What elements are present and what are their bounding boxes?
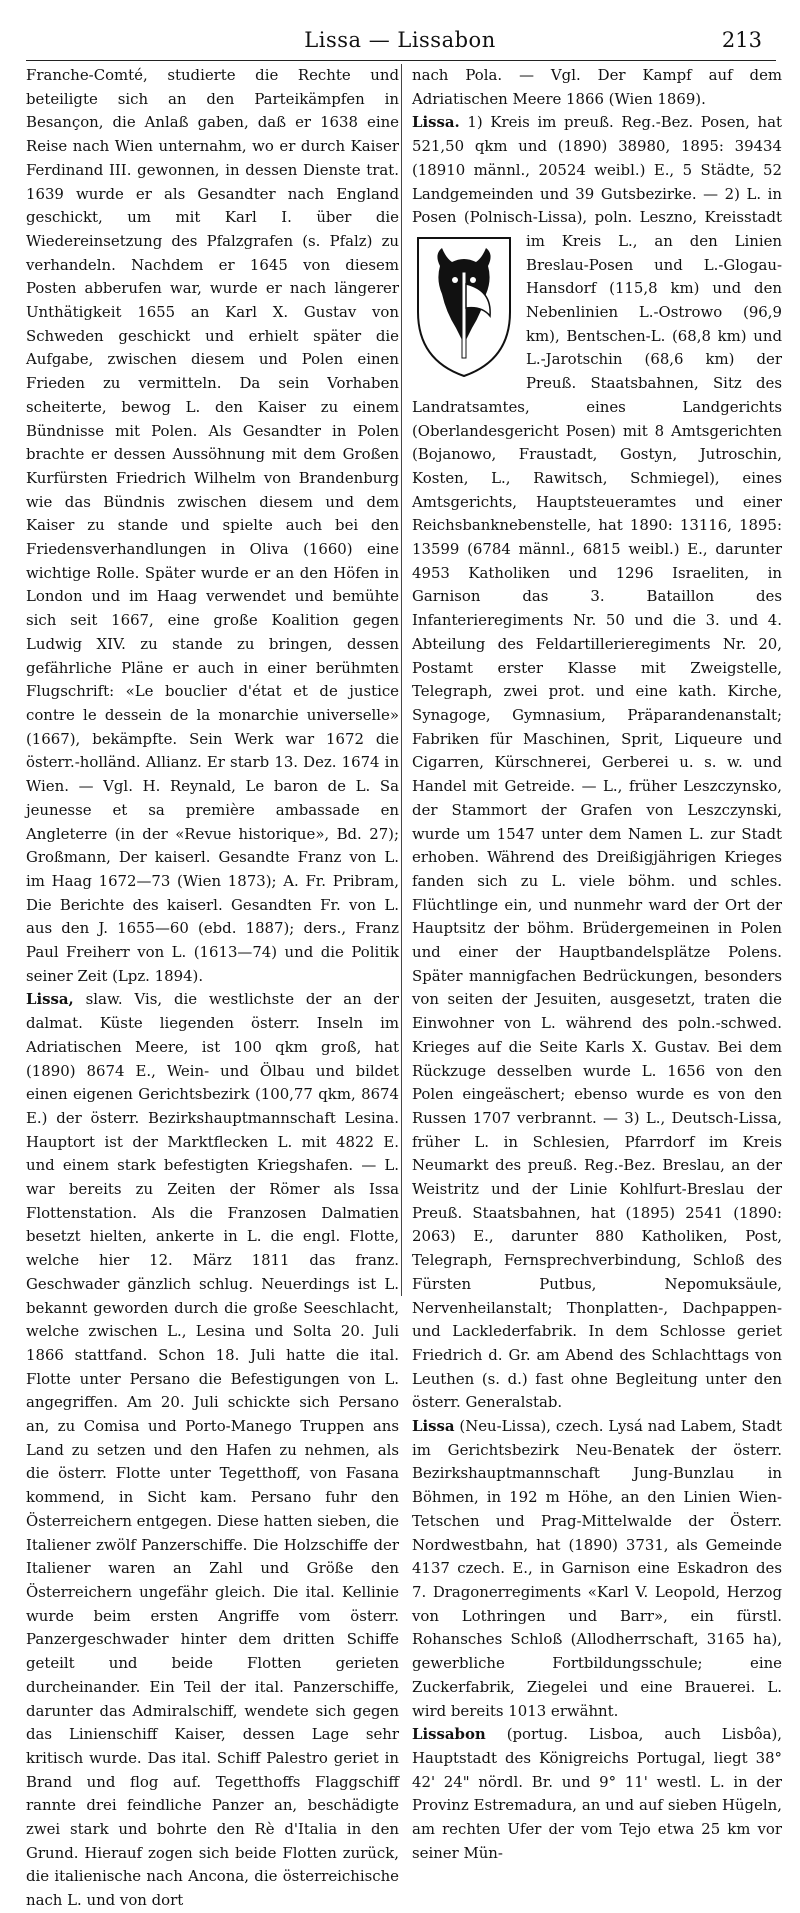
page-title: Lissa — Lissabon (304, 28, 496, 52)
lissa-bohemia-entry (412, 1415, 782, 1723)
lissa-island-entry (26, 988, 399, 1912)
page-number: 213 (721, 28, 762, 52)
lissa-posen-entry (412, 111, 782, 1415)
entry-text: 1) Kreis im preuß. Reg.-Bez. Posen, hat 521,50 qkm und (1890) 38980, 1895: 39434 (18910 männl., 20524 weibl.) E., 5 Städte, 52 Landgemeinden und 39 Gutsbezirke. — 2) L. in Posen (Polnisch-Lissa), poln. Leszno, Kreisstadt im Kreis L., (412, 113, 782, 250)
running-header (0, 28, 800, 60)
lisola-entry-continuation: Franche-Comté, studierte die Rechte und beteiligte sich an den Parteikämpfen in Besançon, die Anlaß gaben, daß er 1638 eine Reise nach Wien unternahm, wo er durch Kaiser Ferdinand III. gewonnen, in dessen Dienste trat. 1639 wurde er als Gesandter nach England geschickt, um mit Karl I. über die Wiedereinsetzung des Pfalzgrafen (s. Pfalz) zu verhandeln. Nachdem er 1645 von diesem Posten abberufen war, wurde er nach längerer Unthätigkeit 1655 an Karl X. Gustav von Schweden geschickt und erhielt später die Aufgabe, zwischen diesem und Polen einen Frieden zu vermitteln. Da sein Vorhaben scheiterte, bewog L. den Kaiser zu einem Bündnisse mit Polen. Als Gesandter in Polen brachte er dessen Aussöhnung mit dem Großen Kurfürsten Friedrich Wilhelm von Brandenburg wie das Bündnis zwischen diesem und dem Kaiser zu stande und spielte auch bei den Friedensverhandlungen in Oliva (1660) eine wichtige Rolle. Später wurde er an den Höfen in London und im Haag verwendet und bemühte sich seit 1667, eine große Koalition gegen Ludwig XIV. zu stande zu bringen, dessen gefährliche Pläne er auch in einer berühmten Flugschrift: «Le bouclier d'état et de justice contre le dessein de la monarchie universelle» (1667), bekämpfte. Sein Werk war 1672 die österr.-holländ. Allianz. Er starb 13. Dez. 1674 in Wien. — Vgl. H. Reynald, Le baron de L. Sa jeunesse et sa première ambassade en Angleterre (in der «Revue historique», Bd. 27); Großmann, Der kaiserl. Gesandte Franz von L. im Haag 1672—73 (Wien 1873); A. Fr. Pribram, Die Berichte des kaiserl. Gesandten Fr. von L. aus den J. 1655—60 (ebd. 1887); ders., Franz Paul Freiherr von L. (1613—74) und die Politik seiner Zeit (Lpz. 1894). (26, 66, 399, 985)
entry-headword: Lissa, (26, 990, 74, 1009)
entry-text: an den Linien Breslau-Posen und L.-Glogau-Hansdorf (115,8 km) und den Nebenlinien L.-Ostrowo (96,9 km), Bentschen-L. (68,8 km) und L.-Jarotschin (68,6 km) der Preuß. Staatsbahnen, Sitz des Landratsamtes, eines Landgerichts (Oberlandesgericht Posen) mit 8 Amtsgerichten (Bojanowo, Fraustadt, Gostyn, Jutroschin, Kosten, L., Rawitsch, Schmiegel), eines Amtsgerichts, Hauptsteueramtes und einer Reichsbanknebenstelle, hat 1890: 13116, 1895: 13599 (6784 männl., 6815 weibl.) E., darunter 4953 Katholiken und 1296 Israeliten, in Garnison das 3. Bataillon des Infanterieregiments Nr. 50 und die 3. und 4. Abteilung des Feldartillerieregiments Nr. 20, Postamt erster Klasse mit Zweigstelle, Telegraph, zwei prot. und eine kath. Kirche, Synagoge, Gymnasium, Präparandenanstalt; Fabriken für Maschinen, Sprit, Liqueure und Cigarren, Kürschnerei, Gerberei u. s. w. und Handel mit Getreide. — L., früher Leszczynsko, der Stammort der Grafen von Leszczynski, wurde um 1547 unter dem Namen L. zur Stadt erhoben. Während des Dreißigjährigen Krieges fanden sich zu L. viele böhm. und schles. Flüchtlinge ein, und nunmehr ward der Ort der Hauptsitz der böhm. Brüdergemeinen in Polen und einer der Hauptbandelsplätze Polens. Später mannigfachen Bedrückungen, besonders von seiten der Jesuiten, ausgesetzt, traten die Einwohner von L. während des poln.-schwed. Krieges auf die Seite Karls X. Gustav. Bei dem Rückzuge desselben wurde L. 1656 von den Polen eingeäschert; ebenso wurde es von den Russen 1707 verbrannt. — 3) L., Deutsch-Lissa, früher L. in Schlesien, Pfarrdorf im Kreis Neumarkt des preuß. Reg.-Bez. Breslau, an der Weistritz und der Linie Kohlfurt-Breslau der Preuß. Staatsbahnen, hat (1895) 2541 (1890: 2063) E., darunter 880 Katholiken, Post, Telegraph, Fernsprechverbindung, Schloß des Fürsten Putbus, Nepomuksäule, Nervenheilanstalt; Thonplatten-, Dachpappen- und Lacklederfabrik. In dem Schlosse geriet Friedrich d. Gr. am Abend des Schlachttags von Leuthen (s. d.) fast ohne Begleitung unter den österr. Generalstab. (412, 231, 783, 1412)
entry-headword: Lissa. (412, 113, 460, 132)
lissa-coat-of-arms-icon (412, 232, 516, 380)
left-column (26, 64, 399, 1910)
entry-headword: Lissa (412, 1417, 455, 1436)
column-divider (401, 64, 402, 1296)
lissa-island-entry-continuation: nach Pola. — Vgl. Der Kampf auf dem Adriatischen Meere 1866 (Wien 1869). (412, 66, 782, 108)
header-rule (26, 60, 776, 61)
lissabon-entry (412, 1723, 782, 1865)
right-column (412, 64, 783, 1862)
entry-text: (Neu-Lissa), czech. Lysá nad Labem, Stadt im Gerichtsbezirk Neu-Benatek der österr. Bezirkshauptmannschaft Jung-Bunzlau in Böhmen, in 192 m Höhe, an den Linien Wien-Tetschen und Prag-Mittelwalde der Österr. Nordwestbahn, hat (1890) 3731, als Gemeinde 4137 czech. E., in Garnison eine Eskadron des 7. Dragonerregiments «Karl V. Leopold, Herzog von Lothringen und Barr», ein fürstl. Rohansches Schloß (Allodherrschaft, 3165 ha), gewerbliche Fortbildungsschule; eine Zuckerfabrik, Ziegelei und eine Brauerei. L. wird bereits 1013 erwähnt. (412, 1417, 782, 1720)
entry-text: (portug. Lisboa, auch Lisbôa), Hauptstadt des Königreichs Portugal, liegt 38° 42' 24" nördl. Br. und 9° 11' westl. L. in der Provinz Estremadura, an und auf sieben Hügeln, am rechten Ufer der vom Tejo etwa 25 km vor seiner Mün- (412, 1725, 782, 1862)
entry-text: slaw. Vis, die westlichste der an der dalmat. Küste liegenden österr. Inseln im Adriatischen Meere, ist 100 qkm groß, hat (1890) 8674 E., Wein- und Ölbau und bildet einen eigenen Gerichtsbezirk (100,77 qkm, 8674 E.) der österr. Bezirkshauptmannschaft Lesina. Hauptort ist der Marktflecken L. mit 4822 E. und einem stark befestigten Kriegshafen. — L. war bereits zu Zeiten der Römer als Issa Flottenstation. Als die Franzosen Dalmatien besetzt hielten, ankerte in L. die engl. Flotte, welche hier 12. März 1811 das franz. Geschwader gänzlich schlug. Neuerdings ist L. bekannt geworden durch die große Seeschlacht, welche zwischen L., Lesina und Solta 20. Juli 1866 stattfand. Schon 18. Juli hatte die ital. Flotte unter Persano die Befestigungen von L. angegriffen. Am 20. Juli schickte sich Persano an, zu Comisa und Porto-Manego Truppen ans Land zu setzen und den Hafen zu nehmen, als die österr. Flotte unter Tegetthoff, von Fasana kommend, in Sicht kam. Persano fuhr den Österreichern entgegen. Diese hatten sieben, die Italiener zwölf Panzerschiffe. Die Holzschiffe der Italiener waren an Zahl und Größe den Österreichern ungefähr gleich. Die ital. Kellinie wurde beim ersten Angriffe vom österr. Panzergeschwader hinter dem dritten Schiffe geteilt und beide Flotten gerieten durcheinander. Ein Teil der ital. Panzerschiffe, darunter das Admiralschiff, wendete sich gegen das Linienschiff Kaiser, dessen Lage sehr kritisch wurde. Das ital. Schiff Palestro geriet in Brand und flog auf. Tegetthoffs Flaggschiff rannte drei feindliche Panzer an, beschädigte zwei stark und bohrte den Rè d'Italia in den Grund. Hierauf zogen sich beide Flotten zurück, die italienische nach Ancona, die österreichische nach L. und von dort (26, 990, 399, 1910)
entry-headword: Lissabon (412, 1725, 486, 1744)
